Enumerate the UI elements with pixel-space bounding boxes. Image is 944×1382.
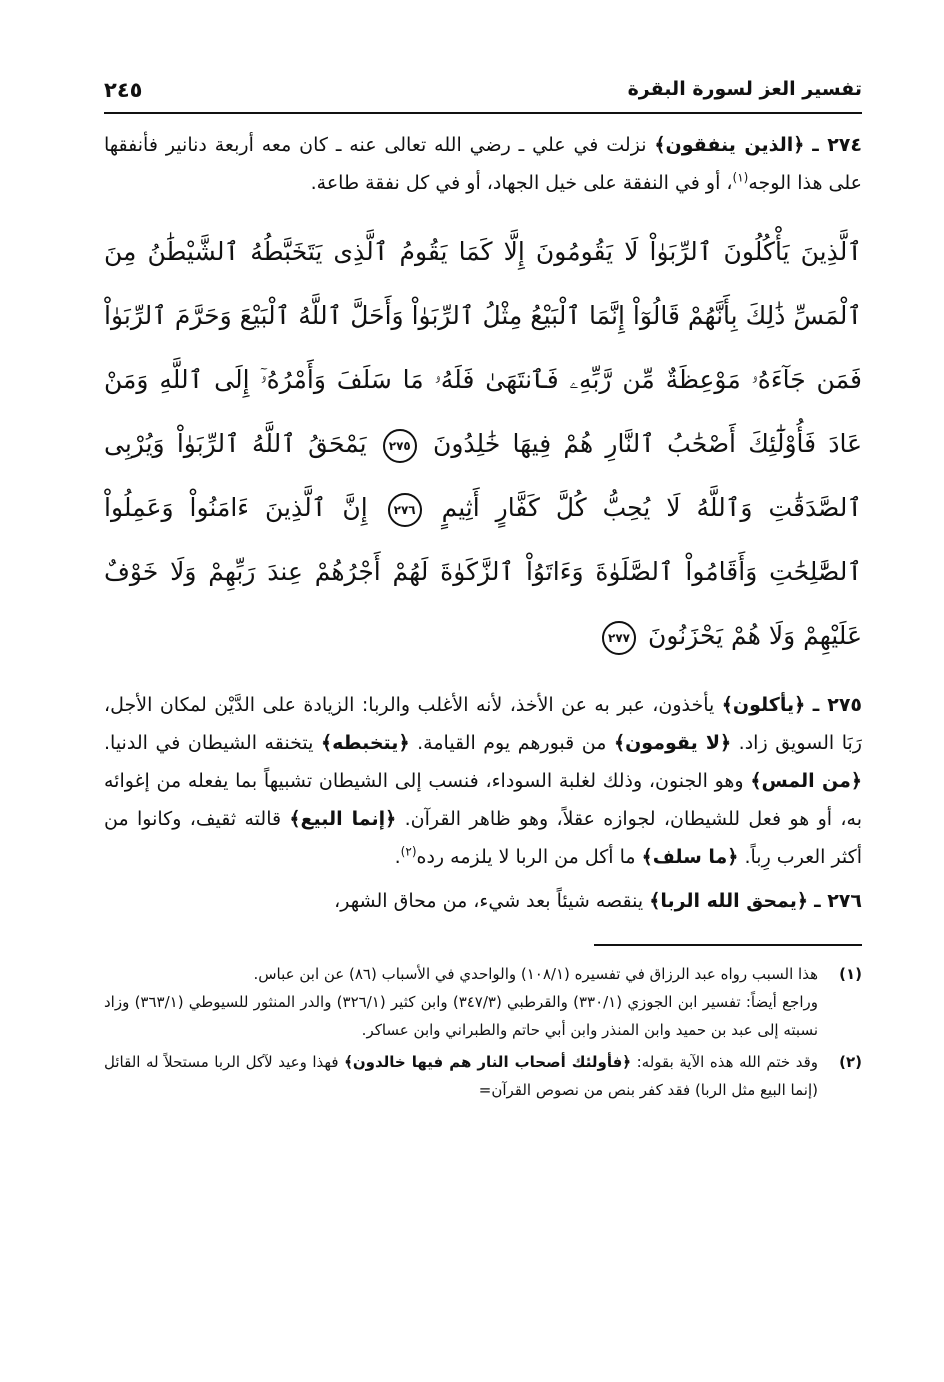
footnote-text: هذا السبب رواه عبد الرزاق في تفسيره (١٠٨/١) والواحدي في الأسباب (٨٦) عن ابن عباس. (253, 965, 818, 983)
page-number: ٢٤٥ (104, 78, 143, 102)
commentary-276 (104, 882, 862, 920)
footnote-1 (104, 960, 862, 1044)
footnote-divider (594, 944, 862, 946)
footnote-number: (٢) (839, 1053, 862, 1071)
commentary-275 (104, 686, 862, 876)
quran-text-276: يَمْحَقُ ٱللَّهُ ٱلرِّبَوٰاْ وَيُرْبِى ٱلصَّدَقَٰتِ وَٱللَّهُ لَا يُحِبُّ كُلَّ كَفَّارٍ أَثِيمٍ (104, 429, 863, 522)
footnote-text: وراجع أيضاً: تفسير ابن الجوزي (٣٣٠/١) والقرطبي (٣٤٧/٣) وابن كثير (٣٢٦/١) والدر المنثور للسيوطي (٣٦٣/١) وزاد نسبته إلى عبد بن حميد وابن المنذر وابن أبي حاتم والطبراني وابن عساكر. (104, 993, 818, 1039)
commentary-text: نزلت في علي ـ رضي الله تعالى عنه ـ كان معه أربعة دنانير فأنفقها على هذا الوجه (104, 134, 862, 194)
ayah-marker-276: ٢٧٦ (388, 493, 422, 527)
running-title: تفسير العز لسورة البقرة (627, 78, 862, 100)
commentary-text: وهو الجنون، وذلك لغلبة السوداء، فنسب إلى الشيطان تشبيهاً بما يفعله من إغوائه به، أو هو فعل للشيطان، لجوازه عقلاً، وهو ظاهر القرآن. (104, 770, 862, 830)
commentary-text: ما أكل من الربا لا يلزمه رده (416, 846, 642, 868)
quoted-phrase: ﴿يتخبطه﴾ (320, 732, 410, 754)
footnotes (104, 960, 862, 1104)
quoted-phrase: ﴿ما سلف﴾ (641, 846, 739, 868)
verse-number: ٢٧٤ ـ (812, 134, 862, 156)
quoted-phrase: ﴿لا يقومون﴾ (613, 732, 732, 754)
quoted-phrase: ﴿يمحق الله الربا﴾ (649, 890, 809, 912)
footnote-number: (١) (839, 965, 862, 983)
commentary-text: . (394, 846, 401, 868)
commentary-text: ينقصه شيئاً بعد شيء، من محاق الشهر، (334, 890, 650, 912)
ayah-marker-275: ٢٧٥ (383, 429, 417, 463)
commentary-274 (104, 126, 862, 202)
commentary-text: يأخذون، عبر به عن الأخذ، لأنه الأغلب والربا: الزيادة على الدَّيْن لمكان الأجل، رَبَا السويق زاد. (104, 694, 862, 754)
quoted-phrase: ﴿فأولئك أصحاب النار هم فيها خالدون﴾ (344, 1053, 632, 1071)
quran-verses (104, 220, 862, 668)
commentary-text: من قبورهم يوم القيامة. (409, 732, 614, 754)
footnote-ref-1[interactable]: (١) (732, 170, 749, 185)
quoted-phrase: ﴿يأكلون﴾ (721, 694, 806, 716)
book-page (104, 78, 862, 1308)
quran-text-277: إِنَّ ٱلَّذِينَ ءَامَنُواْ وَعَمِلُواْ ٱلصَّٰلِحَٰتِ وَأَقَامُواْ ٱلصَّلَوٰةَ وَءَاتَوُاْ ٱلزَّكَوٰةَ لَهُمْ أَجْرُهُمْ عِندَ رَبِّهِمْ وَلَا خَوْفٌ عَلَيْهِمْ وَلَا هُمْ يَحْزَنُونَ (104, 493, 862, 650)
footnote-text-part: فهذا وعيد لآكل الربا مستحلاً له القائل (إنما البيع مثل الربا) فقد كفر بنص من نصوص القرآن= (104, 1053, 818, 1099)
commentary-text: قالته ثقيف، وكانوا من أكثر العرب رِباً. (104, 808, 862, 868)
ayah-marker-277: ٢٧٧ (602, 621, 636, 655)
quran-text-275: ٱلَّذِينَ يَأْكُلُونَ ٱلرِّبَوٰاْ لَا يَقُومُونَ إِلَّا كَمَا يَقُومُ ٱلَّذِى يَتَخَبَّطُهُ ٱلشَّيْطَٰنُ مِنَ ٱلْمَسِّ ذَٰلِكَ بِأَنَّهُمْ قَالُوٓاْ إِنَّمَا ٱلْبَيْعُ مِثْلُ ٱلرِّبَوٰاْ وَأَحَلَّ ٱللَّهُ ٱلْبَيْعَ وَحَرَّمَ ٱلرِّبَوٰاْ فَمَن جَآءَهُۥ مَوْعِظَةٌ مِّن رَّبِّهِۦ فَٱنتَهَىٰ فَلَهُۥ مَا سَلَفَ وَأَمْرُهُۥٓ إِلَى ٱللَّهِ وَمَنْ عَادَ فَأُوْلَٰٓئِكَ أَصْحَٰبُ ٱلنَّارِ هُمْ فِيهَا خَٰلِدُونَ (104, 237, 862, 458)
commentary-text: ، أو في النفقة على خيل الجهاد، أو في كل نفقة طاعة. (310, 172, 733, 194)
footnote-text-part: وقد ختم الله هذه الآية بقوله: (631, 1053, 819, 1071)
footnote-ref-2[interactable]: (٢) (400, 844, 417, 859)
commentary-text: يتخنقه الشيطان في الدنيا. (104, 732, 321, 754)
quoted-phrase: ﴿الذين ينفقون﴾ (654, 134, 805, 156)
verse-number: ٢٧٥ ـ (812, 694, 863, 716)
quoted-phrase: ﴿إنما البيع﴾ (289, 808, 397, 830)
footnote-text (104, 1048, 818, 1104)
page-header (104, 78, 862, 114)
footnote-2 (104, 1048, 862, 1104)
quoted-phrase: ﴿من المس﴾ (750, 770, 862, 792)
verse-number: ٢٧٦ ـ (814, 890, 862, 912)
